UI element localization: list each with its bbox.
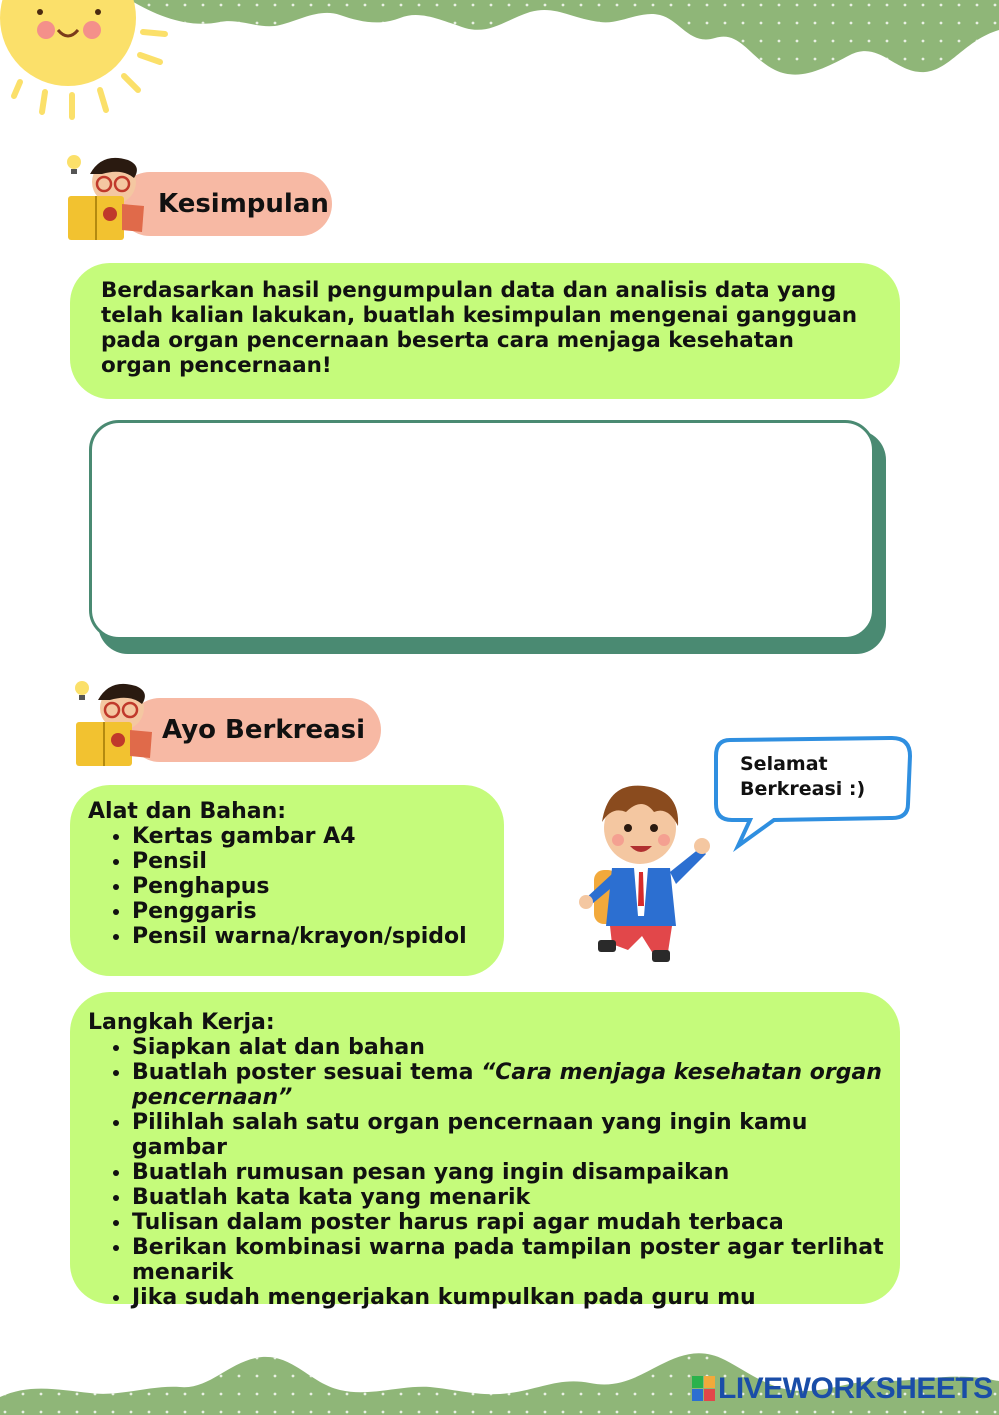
materials-item: • Kertas gambar A4 <box>132 824 488 849</box>
speech-bubble-text: Selamat Berkreasi :) <box>740 753 866 800</box>
steps-title: Langkah Kerja: <box>88 1010 275 1035</box>
heading-ayo-berkreasi-label: Ayo Berkreasi <box>162 715 366 745</box>
waving-boy-icon <box>572 776 716 968</box>
step-text: Buatlah rumusan pesan yang ingin disampaikan <box>132 1160 730 1185</box>
materials-title: Alat dan Bahan: <box>88 799 287 824</box>
materials-box <box>70 785 504 976</box>
conclusion-answer-input[interactable] <box>89 420 875 640</box>
materials-item: • Penggaris <box>132 899 488 924</box>
step-item <box>132 1035 886 1060</box>
materials-item: • Penghapus <box>132 874 488 899</box>
steps-list <box>88 1035 886 1310</box>
materials-item: • Pensil warna/krayon/spidol <box>132 924 488 949</box>
step-text: Berikan kombinasi warna pada tampilan poster agar terlihat menarik <box>132 1235 884 1285</box>
step-text: Buatlah poster sesuai tema <box>132 1060 482 1085</box>
steps-box <box>70 992 900 1310</box>
liveworksheets-logo-icon <box>692 1376 716 1402</box>
step-text: Pilihlah salah satu organ pencernaan yang ingin kamu gambar <box>132 1110 808 1160</box>
conclusion-prompt-box <box>70 263 900 399</box>
step-item <box>132 1160 886 1185</box>
heading-kesimpulan-label: Kesimpulan <box>158 189 329 219</box>
liveworksheets-logo-text: LIVEWORKSHEETS <box>718 1372 993 1405</box>
materials-item: • Pensil <box>132 849 488 874</box>
heading-ayo-berkreasi <box>128 698 381 762</box>
liveworksheets-logo[interactable] <box>692 1372 993 1406</box>
step-item <box>132 1235 886 1285</box>
step-item <box>132 1110 886 1160</box>
reading-boy-icon <box>70 674 160 770</box>
step-text: Jika sudah mengerjakan kumpulkan pada guru mu <box>132 1285 756 1310</box>
step-text: Tulisan dalam poster harus rapi agar mudah terbaca <box>132 1210 784 1235</box>
step-item <box>132 1210 886 1235</box>
reading-boy-icon <box>62 148 152 244</box>
step-text: Buatlah kata kata yang menarik <box>132 1185 531 1210</box>
conclusion-prompt-text: Berdasarkan hasil pengumpulan data dan analisis data yang telah kalian lakukan, buatlah kesimpulan mengenai gangguan pada organ pencernaan beserta cara menjaga kesehatan organ pencernaan! <box>101 278 858 378</box>
materials-list <box>88 824 488 949</box>
step-text: Siapkan alat dan bahan <box>132 1035 425 1060</box>
step-item <box>132 1285 886 1310</box>
step-item <box>132 1185 886 1210</box>
step-theme-quote: “Cara menjaga kesehatan organ pencernaan” <box>132 1060 882 1110</box>
step-item <box>132 1060 886 1110</box>
sun-icon <box>0 0 175 125</box>
